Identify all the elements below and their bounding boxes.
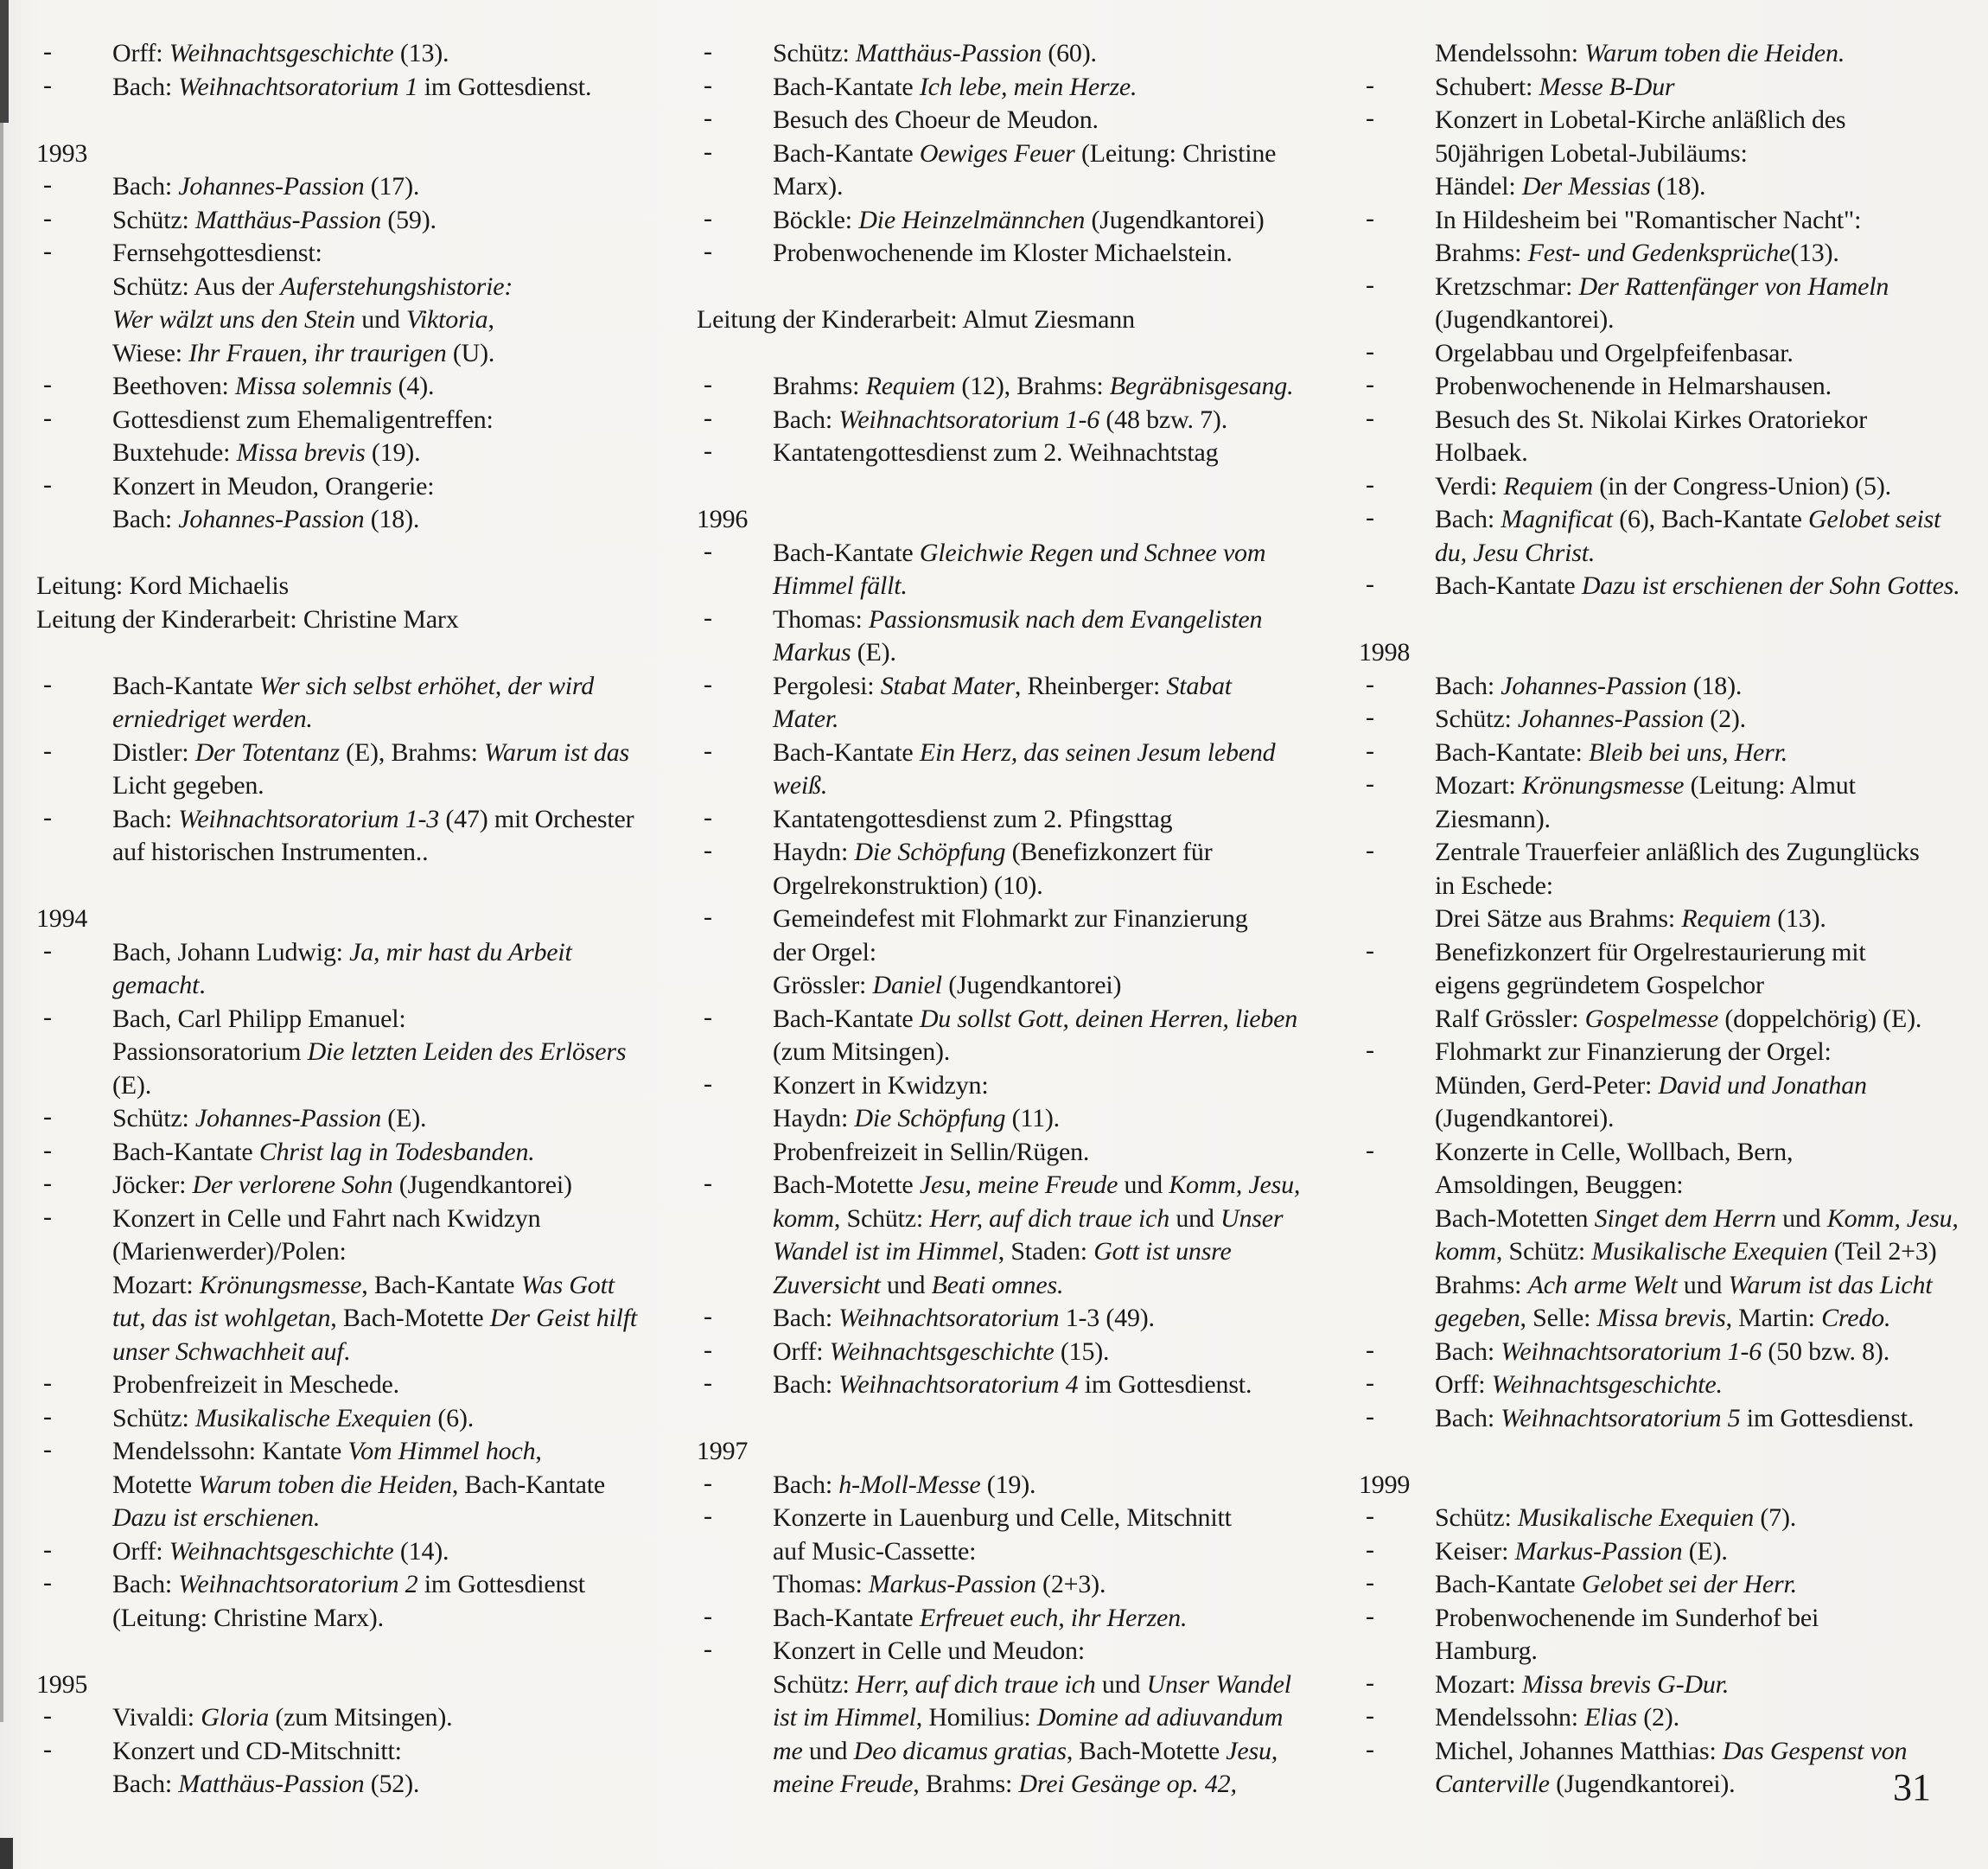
list-item <box>1359 404 1964 470</box>
item-text: Konzert in Kwidzyn: Haydn: Die Schöpfung (11). Probenfreizeit in Sellin/Rügen. <box>773 1070 1090 1166</box>
dash-bullet: - <box>43 1568 52 1597</box>
list-item <box>1359 703 1964 737</box>
item-text: Kantatengottesdienst zum 2. Pfingsttag <box>773 804 1173 833</box>
item-text: Flohmarkt zur Finanzierung der Orgel: Münden, Gerd-Peter: David und Jonathan (Jugendkantorei). <box>1435 1037 1867 1132</box>
dash-bullet: - <box>704 1601 712 1630</box>
dash-bullet: - <box>1366 1135 1374 1164</box>
dash-bullet: - <box>1366 270 1374 299</box>
dash-bullet: - <box>1366 1502 1374 1530</box>
list-item <box>36 204 652 238</box>
dash-bullet: - <box>704 836 712 864</box>
dash-bullet: - <box>704 1302 712 1330</box>
item-text: Probenwochenende in Helmarshausen. <box>1435 372 1832 400</box>
list-item <box>697 1635 1316 1802</box>
item-text: Bach: Weihnachtsoratorium 1-3 (47) mit Orchester auf historischen Instrumenten.. <box>112 804 634 866</box>
list-item <box>697 37 1316 71</box>
list-item <box>36 1535 652 1569</box>
list-item <box>1359 1368 1964 1402</box>
item-text: Orff: Weihnachtsgeschichte (15). <box>773 1336 1110 1366</box>
item-text: Mozart: Krönungsmesse (Leitung: Almut Ziesmann). <box>1435 771 1856 833</box>
blank-line <box>697 337 1316 371</box>
item-text: Bach: Weihnachtsoratorium 1-6 (50 bzw. 8). <box>1435 1336 1889 1366</box>
dash-bullet: - <box>43 1701 52 1730</box>
list-item <box>1359 271 1964 337</box>
dash-bullet: - <box>43 802 52 832</box>
year-heading: 1999 <box>1359 1470 1411 1499</box>
dash-bullet: - <box>1366 1401 1374 1431</box>
item-text: Schütz: Johannes-Passion (2). <box>1435 705 1746 733</box>
item-text: Konzert in Lobetal-Kirche anläßlich des 50jährigen Lobetal-Jubiläums: Händel: Der Messias (18). <box>1435 105 1846 201</box>
leader-line: Leitung: Kord Michaelis <box>36 571 290 600</box>
dash-bullet: - <box>704 203 712 233</box>
list-item <box>36 936 652 1003</box>
list-item <box>1359 836 1964 936</box>
list-item <box>697 404 1316 437</box>
item-text: Bach-Kantate Ein Herz, das seinen Jesum lebend weiß. <box>773 737 1276 800</box>
dash-bullet: - <box>43 469 52 499</box>
list-item <box>1359 370 1964 404</box>
dash-bullet: - <box>704 802 712 832</box>
year-heading: 1996 <box>697 505 749 533</box>
list-item <box>1359 1735 1964 1802</box>
dash-bullet: - <box>43 403 52 432</box>
item-text: Schütz: Matthäus-Passion (59). <box>112 205 436 234</box>
item-text: Thomas: Passionsmusik nach dem Evangelisten Markus (E). <box>773 604 1263 667</box>
dash-bullet: - <box>43 1534 52 1564</box>
year-heading: 1993 <box>36 138 88 168</box>
item-text: Zentrale Trauerfeier anläßlich des Zugunglücks in Eschede: Drei Sätze aus Brahms: Requiem (13). <box>1435 838 1920 933</box>
item-text: Orgelabbau und Orgelpfeifenbasar. <box>1435 338 1794 367</box>
dash-bullet: - <box>704 1169 712 1197</box>
dash-bullet: - <box>704 603 712 632</box>
dash-bullet: - <box>1366 769 1374 798</box>
item-text: Fernsehgottesdienst: Schütz: Aus der Auferstehungshistorie: Wer wälzt uns den Stein und Viktoria, Wiese: Ihr Frauen, ihr traurigen (U). <box>112 239 513 367</box>
list-item <box>36 670 652 737</box>
column-2 <box>697 37 1316 1802</box>
item-text: Gemeindefest mit Flohmarkt zur Finanzierung der Orgel: Grössler: Daniel (Jugendkantorei) <box>773 904 1248 999</box>
item-text: Mendelssohn: Elias (2). <box>1435 1703 1679 1732</box>
dash-bullet: - <box>1366 1368 1374 1397</box>
dash-bullet: - <box>704 437 712 465</box>
list-item <box>1359 470 1964 504</box>
list-item <box>697 803 1316 837</box>
dash-bullet: - <box>43 1169 52 1197</box>
dash-bullet: - <box>1366 1701 1374 1730</box>
list-item <box>1359 71 1964 105</box>
list-item <box>36 170 652 204</box>
dash-bullet: - <box>704 1002 712 1031</box>
list-item <box>697 603 1316 670</box>
dash-bullet: - <box>43 203 52 233</box>
dash-bullet: - <box>43 1202 52 1231</box>
item-text: Kretzschmar: Der Rattenfänger von Hameln (Jugendkantorei). <box>1435 271 1889 334</box>
list-item <box>36 1102 652 1136</box>
item-text: Bach: Weihnachtsoratorium 1-6 (48 bzw. 7). <box>773 405 1227 434</box>
list-item <box>36 37 652 71</box>
list-item <box>1359 503 1964 570</box>
item-text: Mozart: Missa brevis G-Dur. <box>1435 1669 1730 1699</box>
dash-bullet: - <box>704 903 712 931</box>
item-text: Probenfreizeit in Meschede. <box>112 1370 399 1399</box>
dash-bullet: - <box>704 1068 712 1098</box>
list-item <box>36 1136 652 1170</box>
item-text: Bach-Motette Jesu, meine Freude und Komm, Jesu, komm, Schütz: Herr, auf dich traue ich und Unser Wandel ist im Himmel, Staden: Gott ist unsre Zuversicht und Beati omnes. <box>773 1171 1301 1299</box>
blank-line <box>697 271 1316 304</box>
list-item-continuation: Mendelssohn: Warum toben die Heiden. <box>1435 39 1845 67</box>
dash-bullet: - <box>704 104 712 132</box>
list-item <box>1359 1136 1964 1336</box>
dash-bullet: - <box>43 1734 52 1764</box>
list-item <box>1359 1502 1964 1535</box>
list-item <box>697 537 1316 603</box>
list-item <box>1359 670 1964 704</box>
dash-bullet: - <box>1366 503 1374 532</box>
item-text: Schütz: Matthäus-Passion (60). <box>773 39 1097 67</box>
dash-bullet: - <box>704 1468 712 1497</box>
list-item <box>1359 204 1964 271</box>
item-text: Bach: Weihnachtsoratorium 2 im Gottesdienst (Leitung: Christine Marx). <box>112 1570 585 1632</box>
list-item <box>1359 337 1964 371</box>
list-item <box>697 1368 1316 1402</box>
list-item <box>697 1069 1316 1170</box>
item-text: Bach-Kantate Du sollst Gott, deinen Herren, lieben (zum Mitsingen). <box>773 1004 1298 1066</box>
item-text: Konzert in Meudon, Orangerie: Bach: Johannes-Passion (18). <box>112 471 435 533</box>
list-item <box>1359 769 1964 836</box>
dash-bullet: - <box>1366 736 1374 765</box>
item-text: Mendelssohn: Kantate Vom Himmel hoch, Motette Warum toben die Heiden, Bach-Kantate Dazu ist erschienen. <box>112 1437 605 1532</box>
dash-bullet: - <box>1366 1668 1374 1697</box>
list-item <box>1359 570 1964 603</box>
dash-bullet: - <box>1366 1601 1374 1630</box>
dash-bullet: - <box>1366 1734 1374 1764</box>
list-item <box>36 1435 652 1535</box>
year-heading: 1998 <box>1359 638 1411 667</box>
item-text: Bach, Carl Philipp Emanuel: Passionsoratorium Die letzten Leiden des Erlösers (E). <box>112 1004 627 1100</box>
item-text: Schubert: Messe B-Dur <box>1435 72 1675 101</box>
dash-bullet: - <box>704 1335 712 1364</box>
list-item <box>697 1003 1316 1069</box>
dash-bullet: - <box>43 1002 52 1031</box>
dash-bullet: - <box>1366 703 1374 731</box>
dash-bullet: - <box>43 1435 52 1464</box>
dash-bullet: - <box>704 403 712 432</box>
list-item <box>1359 104 1964 204</box>
item-text: Konzert und CD-Mitschnitt: Bach: Matthäus-Passion (52). <box>112 1736 420 1798</box>
item-text: Bach: Weihnachtsoratorium 1 im Gottesdienst. <box>112 72 592 101</box>
item-text: Böckle: Die Heinzelmännchen (Jugendkantorei) <box>773 205 1265 234</box>
scan-artifact-top-left <box>0 0 9 123</box>
dash-bullet: - <box>1366 1036 1374 1064</box>
blank-line <box>1359 603 1964 637</box>
list-item <box>36 1003 652 1103</box>
dash-bullet: - <box>43 170 52 199</box>
item-text: Konzerte in Celle, Wollbach, Bern, Amsoldingen, Beuggen: Bach-Motetten Singet dem Herrn und Komm, Jesu, komm, Schütz: Musikalische Exequien (Teil 2+3) Brahms: Ach arme Welt und Warum ist das Licht gegeben, Selle: Missa brevis, Martin: Credo. <box>1435 1137 1959 1332</box>
item-text: Bach-Kantate Christ lag in Todesbanden. <box>112 1137 535 1166</box>
scan-artifact-bottom-left <box>0 1838 13 1869</box>
item-text: Bach-Kantate Ich lebe, mein Herze. <box>773 72 1137 101</box>
item-text: Bach: Johannes-Passion (18). <box>1435 671 1743 700</box>
list-item <box>697 1302 1316 1336</box>
item-text: Orff: Weihnachtsgeschichte (14). <box>112 1536 449 1566</box>
dash-bullet: - <box>43 70 52 99</box>
item-text: Bach-Kantate Dazu ist erschienen der Sohn Gottes. <box>1435 571 1960 600</box>
item-text: Bach: Magnificat (6), Bach-Kantate Gelobet seist du, Jesu Christ. <box>1435 505 1941 567</box>
list-item <box>697 836 1316 903</box>
item-text: Pergolesi: Stabat Mater, Rheinberger: Stabat Mater. <box>773 671 1232 733</box>
dash-bullet: - <box>1366 1335 1374 1364</box>
item-text: Kantatengottesdienst zum 2. Weihnachtstag <box>773 438 1219 467</box>
year-heading: 1997 <box>697 1437 749 1465</box>
item-text: Verdi: Requiem (in der Congress-Union) (5). <box>1435 471 1891 501</box>
year-heading: 1994 <box>36 904 88 933</box>
page-number: 31 <box>1893 1766 1931 1808</box>
dash-bullet: - <box>43 736 52 765</box>
list-item <box>1359 1602 1964 1668</box>
dash-bullet: - <box>43 1102 52 1131</box>
item-text: Bach-Kantate: Bleib bei uns, Herr. <box>1435 737 1788 767</box>
item-text: Keiser: Markus-Passion (E). <box>1435 1536 1728 1566</box>
dash-bullet: - <box>1366 935 1374 965</box>
item-text: Bach: h-Moll-Messe (19). <box>773 1470 1036 1499</box>
item-text: Bach: Weihnachtsoratorium 5 im Gottesdienst. <box>1435 1403 1915 1432</box>
dash-bullet: - <box>704 536 712 565</box>
list-item <box>36 1735 652 1802</box>
list-item <box>697 903 1316 1003</box>
list-item <box>36 1202 652 1369</box>
list-item <box>1359 1402 1964 1436</box>
dash-bullet: - <box>1366 70 1374 99</box>
dash-bullet: - <box>704 70 712 99</box>
dash-bullet: - <box>43 237 52 265</box>
item-text: Vivaldi: Gloria (zum Mitsingen). <box>112 1703 453 1732</box>
list-item <box>697 1169 1316 1302</box>
list-item <box>1359 936 1964 1037</box>
list-item <box>36 803 652 870</box>
item-text: Orff: Weihnachtsgeschichte. <box>1435 1370 1723 1399</box>
leader-line: Leitung der Kinderarbeit: Almut Ziesmann <box>697 305 1135 334</box>
blank-line <box>1359 1435 1964 1469</box>
item-text: Konzert in Celle und Meudon: Schütz: Herr, auf dich traue ich und Unser Wandel ist im Himmel, Homilius: Domine ad adiuvandum me und Deo dicamus gratias, Bach-Motette Jesu, meine Freude, Brahms: Drei Gesänge op. 42, <box>773 1636 1291 1798</box>
item-text: Konzerte in Lauenburg und Celle, Mitschnitt auf Music-Cassette: Thomas: Markus-Passion (2+3). <box>773 1503 1232 1598</box>
item-text: Probenwochenende im Kloster Michaelstein. <box>773 239 1233 267</box>
leader-line: Leitung der Kinderarbeit: Christine Marx <box>36 604 459 634</box>
list-item <box>1359 1535 1964 1569</box>
dash-bullet: - <box>1366 370 1374 399</box>
blank-line <box>36 1635 652 1668</box>
blank-line <box>697 1402 1316 1436</box>
item-text: Bach-Kantate Wer sich selbst erhöhet, der wird erniedriget werden. <box>112 671 595 733</box>
list-item <box>36 237 652 370</box>
item-text: Brahms: Requiem (12), Brahms: Begräbnisgesang. <box>773 372 1294 400</box>
item-text: Schütz: Musikalische Exequien (7). <box>1435 1503 1797 1532</box>
dash-bullet: - <box>704 370 712 399</box>
list-item <box>697 437 1316 470</box>
dash-bullet: - <box>704 237 712 265</box>
item-text: Besuch des St. Nikolai Kirkes Oratoriekor Holbaek. <box>1435 405 1868 467</box>
list-item <box>36 404 652 470</box>
list-item <box>697 1336 1316 1369</box>
item-text: Bach: Weihnachtsoratorium 4 im Gottesdienst. <box>773 1370 1252 1399</box>
list-item <box>1359 1668 1964 1702</box>
item-text: Distler: Der Totentanz (E), Brahms: Warum ist das Licht gegeben. <box>112 737 630 800</box>
item-text: Konzert in Celle und Fahrt nach Kwidzyn (Marienwerder)/Polen: Mozart: Krönungsmesse, Bach-Kantate Was Gott tut, das ist wohlgetan, Bach-Motette Der Geist hilft unser Schwachheit auf. <box>112 1203 638 1366</box>
dash-bullet: - <box>43 1135 52 1164</box>
item-text: Beethoven: Missa solemnis (4). <box>112 372 435 400</box>
item-text: Bach-Kantate Oewiges Feuer (Leitung: Christine Marx). <box>773 138 1277 201</box>
list-item <box>1359 1568 1964 1602</box>
list-item <box>697 204 1316 238</box>
dash-bullet: - <box>43 935 52 965</box>
scan-artifact-left-edge <box>0 123 3 1722</box>
list-item <box>36 1568 652 1635</box>
dash-bullet: - <box>1366 669 1374 698</box>
dash-bullet: - <box>43 669 52 698</box>
list-item <box>697 370 1316 404</box>
list-item <box>697 1602 1316 1636</box>
dash-bullet: - <box>1366 104 1374 132</box>
item-text: Benefizkonzert für Orgelrestaurierung mit eigens gegründetem Gospelchor Ralf Grössler: Gospelmesse (doppelchörig) (E). <box>1435 937 1922 1033</box>
dash-bullet: - <box>704 1502 712 1530</box>
blank-line <box>36 636 652 670</box>
item-text: Schütz: Johannes-Passion (E). <box>112 1104 427 1132</box>
column-1 <box>36 37 652 1802</box>
dash-bullet: - <box>43 1401 52 1431</box>
item-text: Bach, Johann Ludwig: Ja, mir hast du Arbeit gemacht. <box>112 937 572 999</box>
dash-bullet: - <box>704 1635 712 1663</box>
list-item <box>36 1402 652 1436</box>
list-item <box>36 1368 652 1402</box>
dash-bullet: - <box>704 669 712 698</box>
item-text: Bach: Weihnachtsoratorium 1-3 (49). <box>773 1304 1155 1332</box>
item-text: Bach: Johannes-Passion (17). <box>112 172 420 201</box>
list-item <box>1359 1036 1964 1136</box>
dash-bullet: - <box>1366 336 1374 366</box>
blank-line <box>36 870 652 903</box>
dash-bullet: - <box>1366 836 1374 864</box>
item-text: Haydn: Die Schöpfung (Benefizkonzert für Orgelrekonstruktion) (10). <box>773 838 1213 900</box>
item-text: Michel, Johannes Matthias: Das Gespenst von Canterville (Jugendkantorei). <box>1435 1736 1908 1798</box>
dash-bullet: - <box>1366 570 1374 598</box>
dash-bullet: - <box>43 370 52 399</box>
list-item <box>36 470 652 537</box>
list-item <box>1359 1701 1964 1735</box>
item-text: Probenwochenende im Sunderhof bei Hamburg. <box>1435 1603 1819 1665</box>
dash-bullet: - <box>1366 469 1374 499</box>
dash-bullet: - <box>43 37 52 66</box>
list-item <box>697 71 1316 105</box>
item-text: Bach-Kantate Erfreuet euch, ihr Herzen. <box>773 1603 1188 1632</box>
blank-line <box>36 537 652 571</box>
dash-bullet: - <box>704 736 712 765</box>
dash-bullet: - <box>1366 1568 1374 1597</box>
dash-bullet: - <box>1366 203 1374 233</box>
dash-bullet: - <box>1366 1534 1374 1564</box>
list-item <box>697 1502 1316 1602</box>
list-item <box>697 104 1316 137</box>
blank-line <box>697 470 1316 504</box>
year-heading: 1995 <box>36 1669 88 1699</box>
dash-bullet: - <box>1366 403 1374 432</box>
list-item <box>697 137 1316 204</box>
dash-bullet: - <box>704 137 712 166</box>
list-item <box>36 1169 652 1202</box>
list-item <box>697 1469 1316 1502</box>
item-text: Orff: Weihnachtsgeschichte (13). <box>112 39 449 67</box>
item-text: Besuch des Choeur de Meudon. <box>773 105 1099 134</box>
blank-line <box>36 104 652 137</box>
list-item <box>1359 1336 1964 1369</box>
dash-bullet: - <box>43 1368 52 1397</box>
column-3 <box>1359 37 1964 1802</box>
item-text: Bach-Kantate Gleichwie Regen und Schnee vom Himmel fällt. <box>773 538 1266 600</box>
dash-bullet: - <box>704 1368 712 1397</box>
list-item <box>36 71 652 105</box>
item-text: Jöcker: Der verlorene Sohn (Jugendkantorei) <box>112 1171 572 1199</box>
list-item <box>1359 737 1964 770</box>
list-item <box>697 237 1316 271</box>
item-text: In Hildesheim bei "Romantischer Nacht": Brahms: Fest- und Gedenksprüche(13). <box>1435 205 1862 267</box>
list-item <box>697 670 1316 737</box>
list-item <box>36 1701 652 1735</box>
item-text: Gottesdienst zum Ehemaligentreffen: Buxtehude: Missa brevis (19). <box>112 405 494 467</box>
item-text: Bach-Kantate Gelobet sei der Herr. <box>1435 1570 1797 1598</box>
list-item <box>36 737 652 803</box>
list-item <box>697 737 1316 803</box>
item-text: Schütz: Musikalische Exequien (6). <box>112 1403 475 1432</box>
dash-bullet: - <box>704 37 712 66</box>
list-item <box>36 370 652 404</box>
